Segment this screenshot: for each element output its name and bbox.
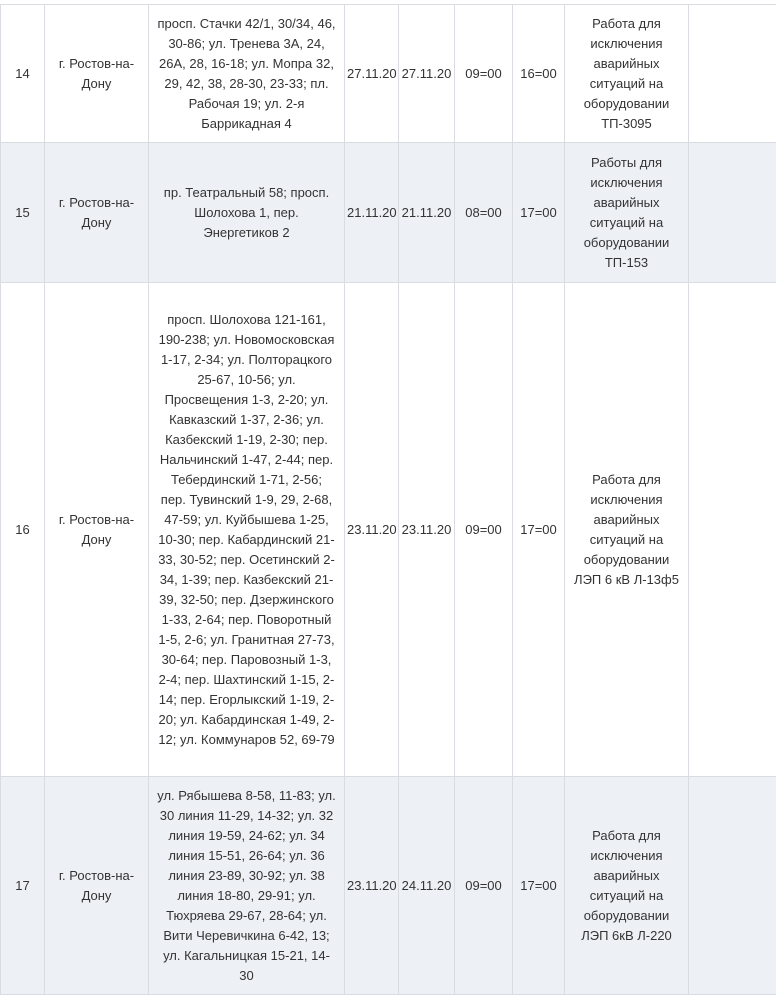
table-row [1, 5, 776, 143]
end-date-cell: 27.11.20 [399, 5, 455, 143]
address-cell: просп. Шолохова 121-161, 190-238; ул. Новомосковская 1-17, 2-34; ул. Полторацкого 25-67, 10-56; ул. Просвещения 1-3, 2-20; ул. Кавказский 1-37, 2-36; ул. Казбекский 1-19, 2-30; пер. Нальчинский 1-47, 2-44; пер. Тебердинский 1-71, 2-56; пер. Тувинский 1-9, 29, 2-68, 47-59; ул. Куйбышева 1-25, 10-30; пер. Кабардинский 21-33, 30-52; пер. Осетинский 2-34, 1-39; пер. Казбекский 21-39, 32-50; пер. Дзержинского 1-33, 2-64; пер. Поворотный 1-5, 2-6; ул. Гранитная 27-73, 30-64; пер. Паровозный 1-3, 2-4; пер. Шахтинский 1-15, 2-14; пер. Егорлыкский 1-19, 2-20; ул. Кабардинская 1-49, 2-12; ул. Коммунаров 52, 69-79 [149, 283, 345, 777]
address-cell: ул. Рябышева 8-58, 11-83; ул. 30 линия 11-29, 14-32; ул. 32 линия 19-59, 24-62; ул. 34 линия 15-51, 26-64; ул. 36 линия 23-89, 30-92; ул. 38 линия 18-80, 29-91; ул. Тюхряева 29-67, 28-64; ул. Вити Черевичкина 6-42, 13; ул. Кагальницкая 15-21, 14-30 [149, 777, 345, 995]
end-date-cell: 21.11.20 [399, 143, 455, 283]
note-cell [689, 143, 776, 283]
end-time-cell: 17=00 [513, 143, 565, 283]
reason-cell: Работа для исключения аварийных ситуаций на оборудовании ЛЭП 6 кВ Л-13ф5 [565, 283, 689, 777]
city-cell: г. Ростов-на-Дону [45, 5, 149, 143]
start-time-cell: 09=00 [455, 777, 513, 995]
reason-cell: Работа для исключения аварийных ситуаций на оборудовании ЛЭП 6кВ Л-220 [565, 777, 689, 995]
note-cell [689, 5, 776, 143]
end-time-cell: 17=00 [513, 283, 565, 777]
note-cell [689, 777, 776, 995]
end-time-cell: 16=00 [513, 5, 565, 143]
start-time-cell: 09=00 [455, 5, 513, 143]
row-number: 15 [1, 143, 45, 283]
reason-cell: Работа для исключения аварийных ситуаций на оборудовании ТП-3095 [565, 5, 689, 143]
city-cell: г. Ростов-на-Дону [45, 143, 149, 283]
row-number: 17 [1, 777, 45, 995]
start-date-cell: 21.11.20 [345, 143, 399, 283]
city-cell: г. Ростов-на-Дону [45, 777, 149, 995]
table-row [1, 143, 776, 283]
end-date-cell: 24.11.20 [399, 777, 455, 995]
end-date-cell: 23.11.20 [399, 283, 455, 777]
reason-cell: Работы для исключения аварийных ситуаций на оборудовании ТП-153 [565, 143, 689, 283]
address-cell: пр. Театральный 58; просп. Шолохова 1, пер. Энергетиков 2 [149, 143, 345, 283]
row-number: 14 [1, 5, 45, 143]
outage-table [0, 4, 776, 995]
start-date-cell: 23.11.20 [345, 777, 399, 995]
row-number: 16 [1, 283, 45, 777]
table-row [1, 283, 776, 777]
table-row [1, 777, 776, 995]
start-date-cell: 27.11.20 [345, 5, 399, 143]
end-time-cell: 17=00 [513, 777, 565, 995]
address-cell: просп. Стачки 42/1, 30/34, 46, 30-86; ул. Тренева 3А, 24, 26А, 28, 16-18; ул. Мопра 32, 29, 42, 38, 28-30, 23-33; пл. Рабочая 19; ул. 2-я Баррикадная 4 [149, 5, 345, 143]
note-cell [689, 283, 776, 777]
start-date-cell: 23.11.20 [345, 283, 399, 777]
start-time-cell: 09=00 [455, 283, 513, 777]
city-cell: г. Ростов-на-Дону [45, 283, 149, 777]
start-time-cell: 08=00 [455, 143, 513, 283]
